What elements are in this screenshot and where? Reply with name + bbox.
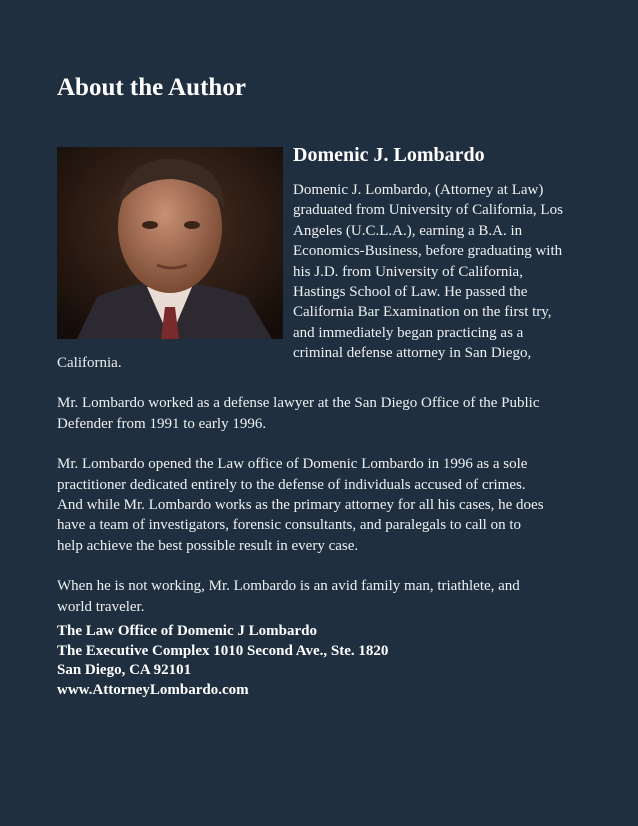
bio-line: Angeles (U.C.L.A.), earning a B.A. in bbox=[293, 222, 523, 239]
office-street: The Executive Complex 1010 Second Ave., Ste. 1820 bbox=[57, 642, 389, 659]
bio-line: have a team of investigators, forensic consultants, and paralegals to call on to bbox=[57, 517, 522, 534]
bio-paragraph bbox=[57, 393, 597, 434]
bio-line: and immediately began practicing as a bbox=[293, 324, 524, 341]
bio-line: world traveler. bbox=[57, 598, 145, 615]
bio-line: help achieve the best possible result in every case. bbox=[57, 537, 359, 554]
bio-line: Hastings School of Law. He passed the bbox=[293, 284, 528, 301]
bio-body bbox=[57, 353, 597, 637]
office-website-link[interactable]: www.AttorneyLombardo.com bbox=[57, 681, 249, 698]
author-name: Domenic J. Lombardo bbox=[293, 144, 485, 166]
bio-line: When he is not working, Mr. Lombardo is an avid family man, triathlete, and bbox=[57, 578, 520, 595]
bio-paragraph bbox=[57, 576, 597, 617]
page-title: About the Author bbox=[57, 74, 246, 101]
bio-line: graduated from University of California, Los bbox=[293, 202, 563, 219]
bio-line: California. bbox=[57, 355, 122, 371]
bio-line: his J.D. from University of California, bbox=[293, 263, 523, 280]
office-name: The Law Office of Domenic J Lombardo bbox=[57, 623, 317, 639]
bio-line: California Bar Examination on the first try, bbox=[293, 304, 552, 321]
bio-line: Economics-Business, before graduating with bbox=[293, 243, 563, 260]
bio-line: Mr. Lombardo worked as a defense lawyer at the San Diego Office of the Public bbox=[57, 395, 540, 412]
office-city: San Diego, CA 92101 bbox=[57, 662, 192, 678]
bio-line: Domenic J. Lombardo, (Attorney at Law) bbox=[293, 182, 544, 198]
bio-paragraph bbox=[57, 454, 597, 556]
bio-line: criminal defense attorney in San Diego, bbox=[293, 345, 532, 362]
bio-line: And while Mr. Lombardo works as the primary attorney for all his cases, he does bbox=[57, 497, 544, 514]
bio-line: Defender from 1991 to early 1996. bbox=[57, 415, 267, 432]
bio-intro bbox=[293, 180, 563, 364]
author-photo bbox=[57, 147, 283, 339]
bio-line: practitioner dedicated entirely to the defense of individuals accused of crimes. bbox=[57, 476, 526, 493]
office-address bbox=[57, 622, 388, 700]
bio-line: Mr. Lombardo opened the Law office of Domenic Lombardo in 1996 as a sole bbox=[57, 456, 528, 473]
bio-paragraph bbox=[57, 353, 597, 373]
